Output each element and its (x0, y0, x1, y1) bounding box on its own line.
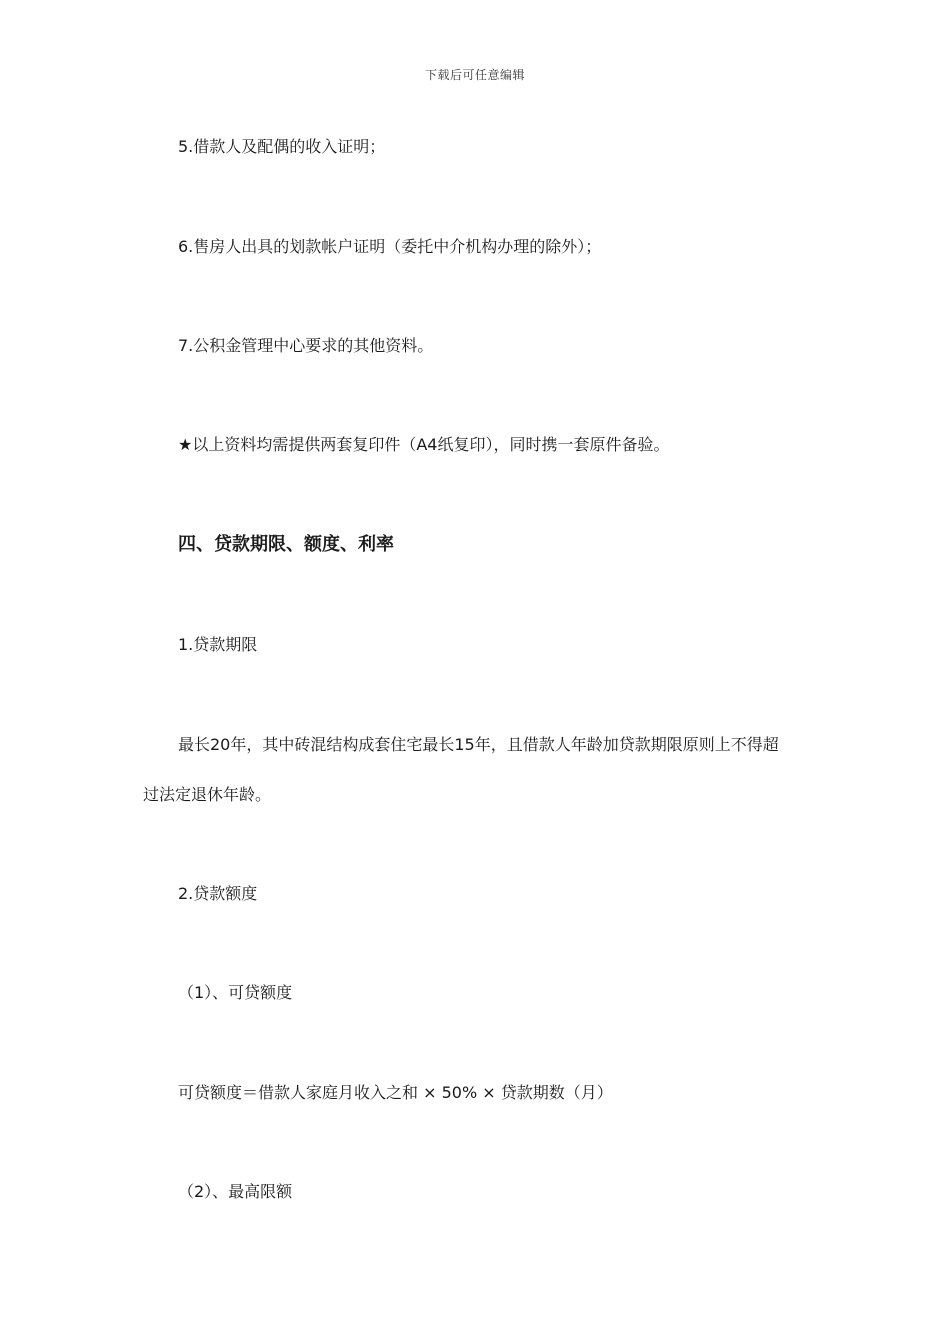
material-item-6: 6.售房人出具的划款帐户证明（委托中介机构办理的除外）； (178, 237, 602, 256)
available-amount-formula: 可贷额度＝借款人家庭月收入之和 × 50% × 贷款期数（月） (178, 1083, 613, 1102)
available-amount-title: （1）、可贷额度 (178, 983, 293, 1002)
materials-copy-note: ★以上资料均需提供两套复印件（A4纸复印），同时携一套原件备验。 (178, 435, 670, 454)
loan-term-body-line-1: 最长20年，其中砖混结构成套住宅最长15年，且借款人年龄加贷款期限原则上不得超 (178, 735, 779, 754)
page-header-note: 下载后可任意编辑 (424, 68, 525, 82)
material-item-5: 5.借款人及配偶的收入证明； (178, 137, 386, 156)
loan-term-title: 1.贷款期限 (178, 635, 258, 654)
maximum-limit-title: （2）、最高限额 (178, 1182, 293, 1201)
material-item-7: 7.公积金管理中心要求的其他资料。 (178, 336, 434, 355)
loan-amount-title: 2.贷款额度 (178, 884, 258, 903)
loan-term-body-line-2: 过法定退休年龄。 (143, 785, 272, 804)
section-heading-loan-terms: 四、贷款期限、额度、利率 (178, 534, 394, 555)
